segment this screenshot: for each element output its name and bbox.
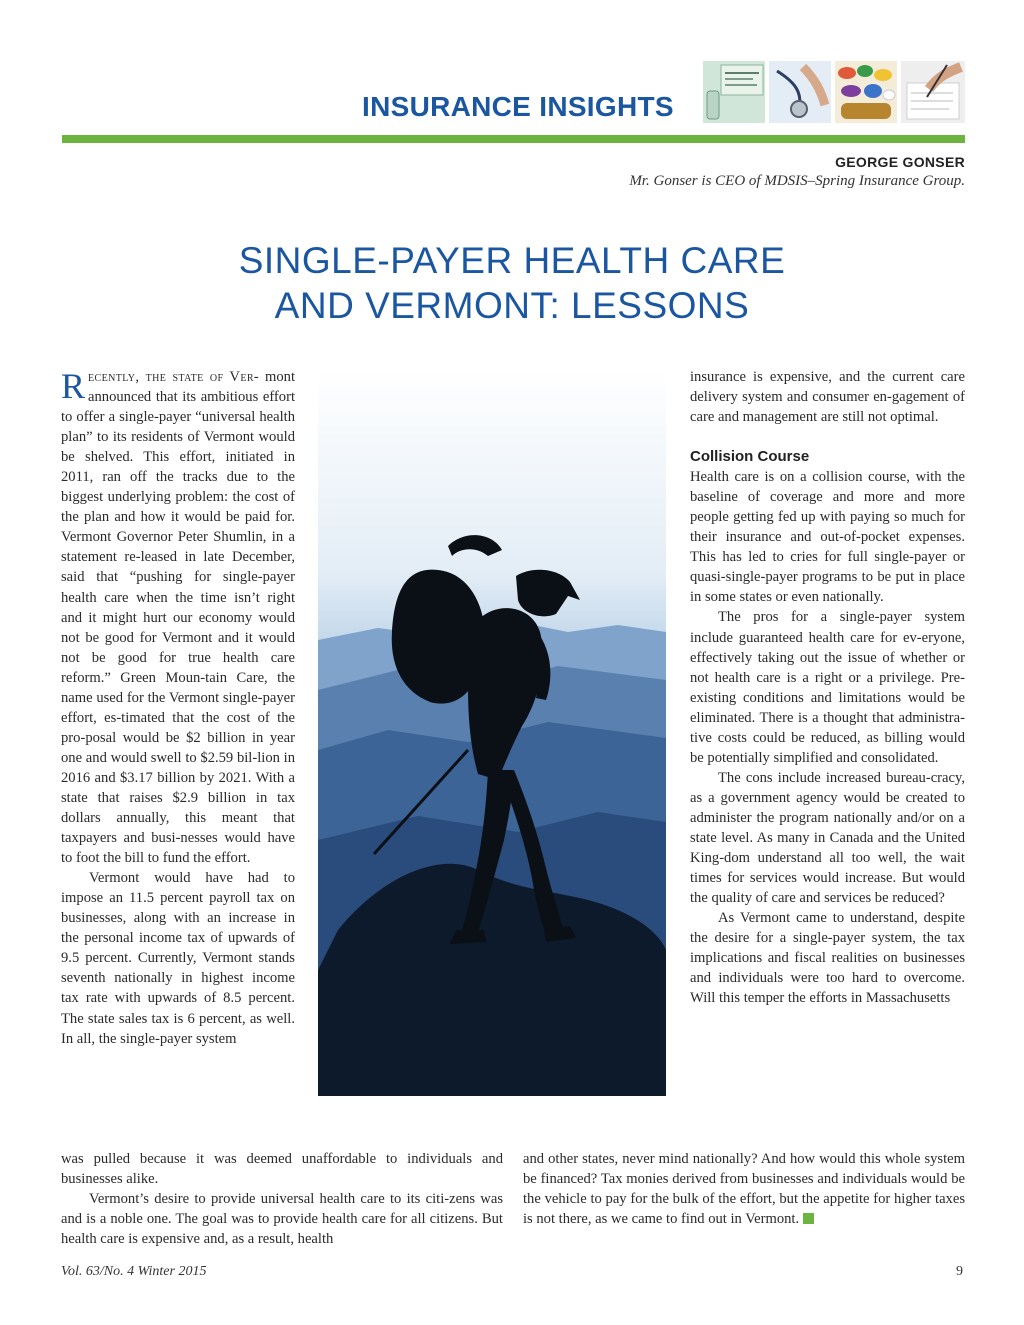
subhead-collision-course: Collision Course (690, 448, 810, 466)
section-divider (62, 135, 965, 143)
paragraph-universal-care: Vermont’s desire to provide universal health care to its citi-zens was and is a noble one. The goal was to provide health care for all citizens. But health care is expensive and, as a result, health (61, 1191, 503, 1248)
paragraph-collision-course: Health care is on a collision course, with the baseline of coverage and more and more people getting fed up with paying so much for their insurance and out-of-pocket expenses. This has led to cries for full single-payer or quasi-single-payer programs to be put in place in some states or even nationally. (690, 469, 965, 606)
bottom-right-text (523, 1149, 965, 1229)
end-of-article-mark (803, 1213, 814, 1224)
headline-line-1: SINGLE-PAYER HEALTH CARE (238, 240, 786, 281)
intro-smallcaps: ecently, the state of Ver- (88, 369, 260, 385)
paragraph-payroll-tax-cont: was pulled because it was deemed unaffordable to individuals and businesses alike. (61, 1151, 503, 1188)
stethoscope-photo (769, 61, 831, 123)
page-number: 9 (956, 1264, 963, 1279)
paragraph-pros: The pros for a single-payer system include guaranteed health care for ev-eryone, effectively taking out the issue of whether or not health care is a right or a privilege. Pre-existing conditions and limitations would be eliminated. There is a thought that administra-tive costs could be reduced, as billing would be potentially simplified and consolidated. (690, 609, 965, 766)
section-title: INSURANCE INSIGHTS (362, 91, 674, 122)
paragraph-payroll-tax: Vermont would have had to impose an 11.5 percent payroll tax on businesses, along with an increase in the personal income tax of upwards of 9.5 percent. Currently, Vermont stands seventh nationally in highest income tax rate with upwards of 8.5 percent. The state sales tax is 6 percent, as well. In all, the single-payer system (61, 870, 295, 1047)
intro-paragraph (61, 367, 295, 868)
intro-body: mont announced that its ambitious effort to offer a single-payer “universal health plan” to its residents of Vermont would be shelved. This effort, initiated in 2011, ran off the tracks due to the biggest underlying problem: the cost of the plan and how it would be paid for. Vermont Governor Peter Shumlin, in a statement re-leased in late December, said that “pushing for single-payer health care when the time isn’t right and it might hurt our economy would not be good for Vermont and it would not be good for true health care reform.” Green Moun-tain Care, the name used for the Vermont single-payer effort, es-timated that the cost of the pro-posal would be $2 billion in year one and would swell to $2.59 bil-lion in 2016 and $3.17 billion by 2021. With a state that raises $2.9 billion in tax dollars annually, this meant that taxpayers and busi-nesses would have to foot the bill to fund the effort. (61, 369, 295, 867)
header-photo-strip (703, 61, 965, 123)
medicine-label-photo (703, 61, 765, 123)
author-name: GEORGE GONSER (835, 154, 965, 170)
right-column (690, 367, 965, 1008)
paragraph-cons: The cons include increased bureau-cracy, as a government agency would be created to administer the program nationally and/or on a state level. As many in Canada and the United King-dom understand all too well, the wait times for services would increase. But would the quality of care and services be reduced? (690, 769, 965, 907)
author-bio: Mr. Gonser is CEO of MDSIS–Spring Insurance Group. (629, 173, 965, 189)
drop-cap: R (61, 366, 86, 406)
pills-photo (835, 61, 897, 123)
hiker-silhouette-photo (318, 370, 666, 1096)
left-column (61, 367, 295, 1049)
paragraph-vermont-lesson: As Vermont came to understand, despite the desire for a single-payer system, the tax implications and fiscal realities on businesses and individuals were too hard to overcome. Will this temper the efforts in Massachusetts (690, 910, 965, 1007)
paragraph-closing: and other states, never mind nationally? And how would this whole system be financed? Tax monies derived from businesses and individuals would be the vehicle to pay for the bulk of the effort, but the appetite for higher taxes is not there, as we came to find out in Vermont. (523, 1151, 965, 1228)
bottom-left-text (61, 1149, 503, 1249)
headline-line-2: AND VERMONT: LESSONS (274, 285, 750, 326)
issue-info: Vol. 63/No. 4 Winter 2015 (61, 1264, 207, 1279)
paragraph-health-insurance-cont: insurance is expensive, and the current care delivery system and consumer en-gagement of care and management are still not optimal. (690, 369, 965, 426)
writing-hand-photo (901, 61, 965, 123)
article-headline (0, 238, 1024, 328)
